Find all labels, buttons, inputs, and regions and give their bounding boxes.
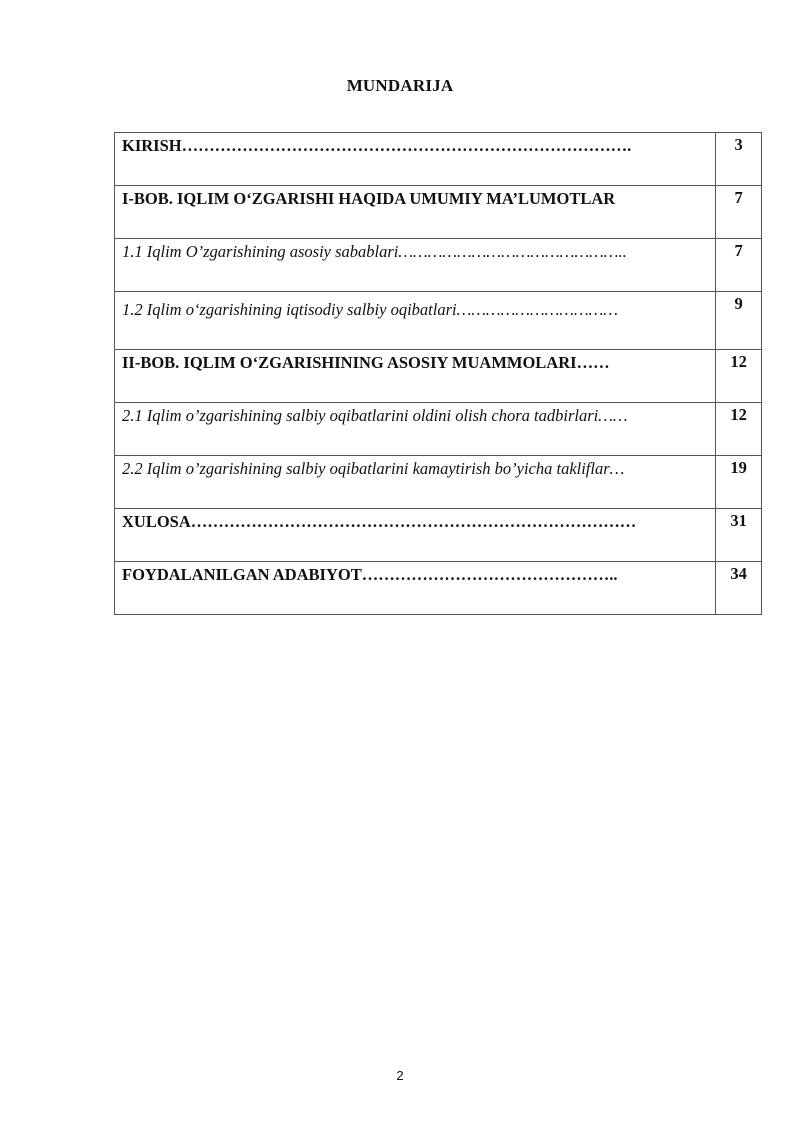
toc-entry-page: 31 — [716, 509, 762, 562]
toc-entry-title: 2.2 Iqlim o’zgarishining salbiy oqibatlarini kamaytirish bo’yicha takliflar… — [115, 456, 716, 509]
toc-entry-title: 2.1 Iqlim o’zgarishining salbiy oqibatlarini oldini olish chora tadbirlari…… — [115, 403, 716, 456]
table-of-contents — [114, 132, 762, 615]
toc-entry-page: 7 — [716, 186, 762, 239]
toc-entry-page: 12 — [716, 350, 762, 403]
toc-row-introduction[interactable] — [115, 133, 762, 186]
toc-row-chapter-2[interactable] — [115, 350, 762, 403]
toc-entry-title: I-BOB. IQLIM O‘ZGARISHI HAQIDA UMUMIY MA’LUMOTLAR — [115, 186, 716, 239]
toc-row-conclusion[interactable] — [115, 509, 762, 562]
toc-entry-page: 9 — [716, 292, 762, 350]
toc-entry-title: XULOSA……………………………………………………………………… — [115, 509, 716, 562]
page-title: MUNDARIJA — [346, 76, 454, 95]
toc-row-section-1-2[interactable] — [115, 292, 762, 350]
toc-entry-title: II-BOB. IQLIM O‘ZGARISHINING ASOSIY MUAMMOLARI…… — [115, 350, 716, 403]
toc-entry-page: 12 — [716, 403, 762, 456]
toc-entry-title: KIRISH………………………………………………………………………. — [115, 133, 716, 186]
toc-entry-page: 19 — [716, 456, 762, 509]
toc-entry-title: 1.2 Iqlim o‘zgarishining iqtisodiy salbiy oqibatlari…………………………… — [115, 292, 716, 350]
toc-entry-title: FOYDALANILGAN ADABIYOT……………………………………….. — [115, 562, 716, 615]
toc-row-section-2-1[interactable] — [115, 403, 762, 456]
toc-entry-page: 3 — [716, 133, 762, 186]
page-number: 2 — [396, 1068, 404, 1083]
toc-entry-title: 1.1 Iqlim O’zgarishining asosiy sabablari……………………………………….. — [115, 239, 716, 292]
toc-entry-page: 7 — [716, 239, 762, 292]
toc-row-chapter-1[interactable] — [115, 186, 762, 239]
toc-entry-page: 34 — [716, 562, 762, 615]
toc-row-section-2-2[interactable] — [115, 456, 762, 509]
toc-row-section-1-1[interactable] — [115, 239, 762, 292]
toc-row-references[interactable] — [115, 562, 762, 615]
